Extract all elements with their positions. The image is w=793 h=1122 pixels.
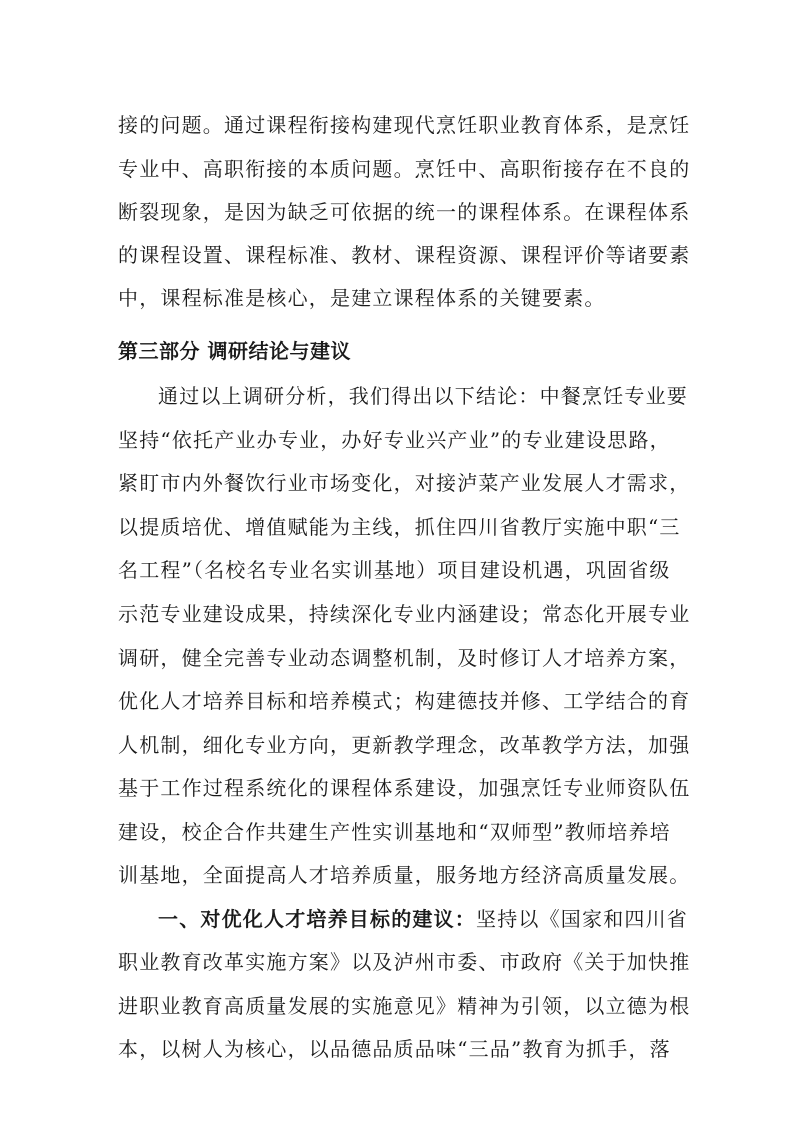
- paragraph-line: 优化人才培养目标和培养模式；构建德技并修、工学结合的育: [118, 689, 691, 713]
- paragraph-line: 调研，健全完善专业动态调整机制，及时修订人才培养方案，: [118, 646, 691, 670]
- paragraph-line: 名工程”（名校名专业名实训基地）项目建设机遇，巩固省级: [118, 558, 671, 582]
- paragraph-line: 通过以上调研分析，我们得出以下结论：中餐烹饪专业要: [158, 384, 688, 408]
- paragraph-line: 断裂现象，是因为缺乏可依据的统一的课程体系。在课程体系: [118, 200, 691, 224]
- paragraph-line: 坚持“依托产业办专业，办好专业兴产业”的专业建设思路，: [118, 428, 671, 452]
- paragraph-line: 建设，校企合作共建生产性实训基地和“双师型”教师培养培: [118, 820, 671, 844]
- paragraph-line: 接的问题。通过课程衔接构建现代烹饪职业教育体系，是烹饪: [118, 113, 691, 137]
- paragraph-line: 职业教育改革实施方案》以及泸州市委、市政府《关于加快推: [118, 950, 691, 974]
- paragraph-line: 紧盯市内外餐饮行业市场变化，对接泸菜产业发展人才需求，: [118, 471, 691, 495]
- paragraph-line: [158, 907, 698, 931]
- paragraph-line: 中，课程标准是核心，是建立课程体系的关键要素。: [118, 286, 606, 310]
- paragraph-line: 以提质培优、增值赋能为主线，抓住四川省教厅实施中职“三: [118, 515, 681, 539]
- paragraph-line: 专业中、高职衔接的本质问题。烹饪中、高职衔接存在不良的: [118, 157, 691, 181]
- paragraph-line: 的课程设置、课程标准、教材、课程资源、课程评价等诸要素: [118, 243, 691, 267]
- paragraph-line: 人机制，细化专业方向，更新教学理念，改革教学方法，加强: [118, 733, 691, 757]
- paragraph-line: 示范专业建设成果，持续深化专业内涵建设；常态化开展专业: [118, 602, 691, 626]
- paragraph-line: 训基地，全面提高人才培养质量，服务地方经济高质量发展。: [118, 863, 691, 887]
- paragraph-line: 进职业教育高质量发展的实施意见》精神为引领，以立德为根: [118, 994, 691, 1018]
- paragraph-line: 基于工作过程系统化的课程体系建设，加强烹饪专业师资队伍: [118, 776, 691, 800]
- paragraph-text: 坚持以《国家和四川省: [476, 907, 688, 931]
- recommendation-heading: 一、对优化人才培养目标的建议：: [158, 907, 476, 931]
- section-heading: 第三部分 调研结论与建议: [118, 339, 351, 363]
- paragraph-line: 本，以树人为核心，以品德品质品味“三品”教育为抓手，落: [118, 1037, 671, 1061]
